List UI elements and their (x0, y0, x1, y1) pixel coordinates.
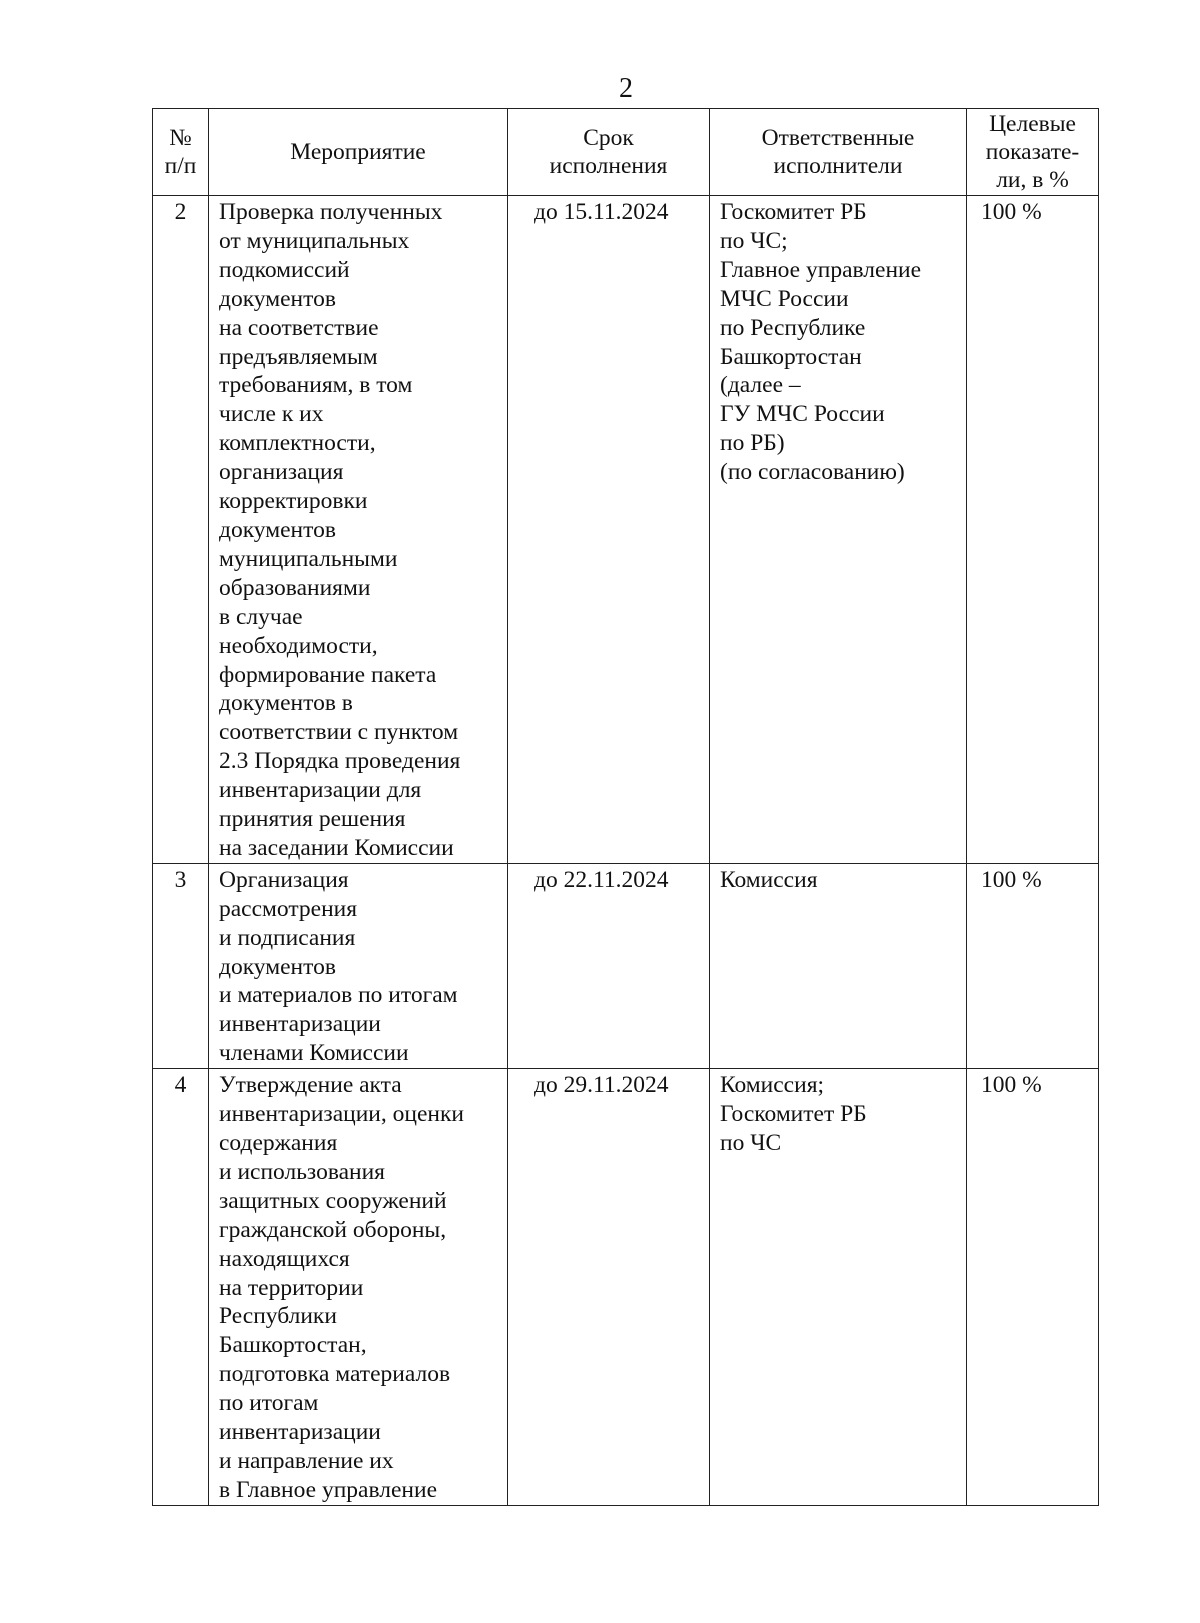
cell-activity: Организация рассмотрения и подписания документов и материалов по итогам инвентаризации членами Комиссии (209, 863, 508, 1068)
cell-num: 4 (153, 1069, 209, 1506)
cell-num: 3 (153, 863, 209, 1068)
page-number: 2 (619, 73, 633, 104)
table-row (153, 196, 1099, 864)
activities-table (152, 108, 1099, 1506)
cell-target: 100 % (967, 196, 1099, 864)
cell-activity: Утверждение акта инвентаризации, оценки содержания и использования защитных сооружений гражданской обороны, находящихся на территории Республики Башкортостан, подготовка материалов по итогам инвентаризации и направление их в Главное управление (209, 1069, 508, 1506)
header-deadline: Срок исполнения (508, 109, 710, 196)
cell-activity: Проверка полученных от муниципальных подкомиссий документов на соответствие предъявляемым требованиям, в том числе к их комплектности, организация корректировки документов муниципальными образованиями в случае необходимости, формирование пакета документов в соответствии с пунктом 2.3 Порядка проведения инвентаризации для принятия решения на заседании Комиссии (209, 196, 508, 864)
header-num: № п/п (153, 109, 209, 196)
cell-deadline: до 15.11.2024 (508, 196, 710, 864)
cell-responsible: Комиссия; Госкомитет РБ по ЧС (710, 1069, 967, 1506)
cell-responsible: Комиссия (710, 863, 967, 1068)
cell-num: 2 (153, 196, 209, 864)
header-activity: Мероприятие (209, 109, 508, 196)
cell-target: 100 % (967, 1069, 1099, 1506)
cell-deadline: до 22.11.2024 (508, 863, 710, 1068)
cell-deadline: до 29.11.2024 (508, 1069, 710, 1506)
table-header-row (153, 109, 1099, 196)
header-targets: Целевые показате- ли, в % (967, 109, 1099, 196)
table-row (153, 1069, 1099, 1506)
header-responsible: Ответственные исполнители (710, 109, 967, 196)
table-row (153, 863, 1099, 1068)
cell-target: 100 % (967, 863, 1099, 1068)
cell-responsible: Госкомитет РБ по ЧС; Главное управление МЧС России по Республике Башкортостан (далее – ГУ МЧС России по РБ) (по согласованию) (710, 196, 967, 864)
